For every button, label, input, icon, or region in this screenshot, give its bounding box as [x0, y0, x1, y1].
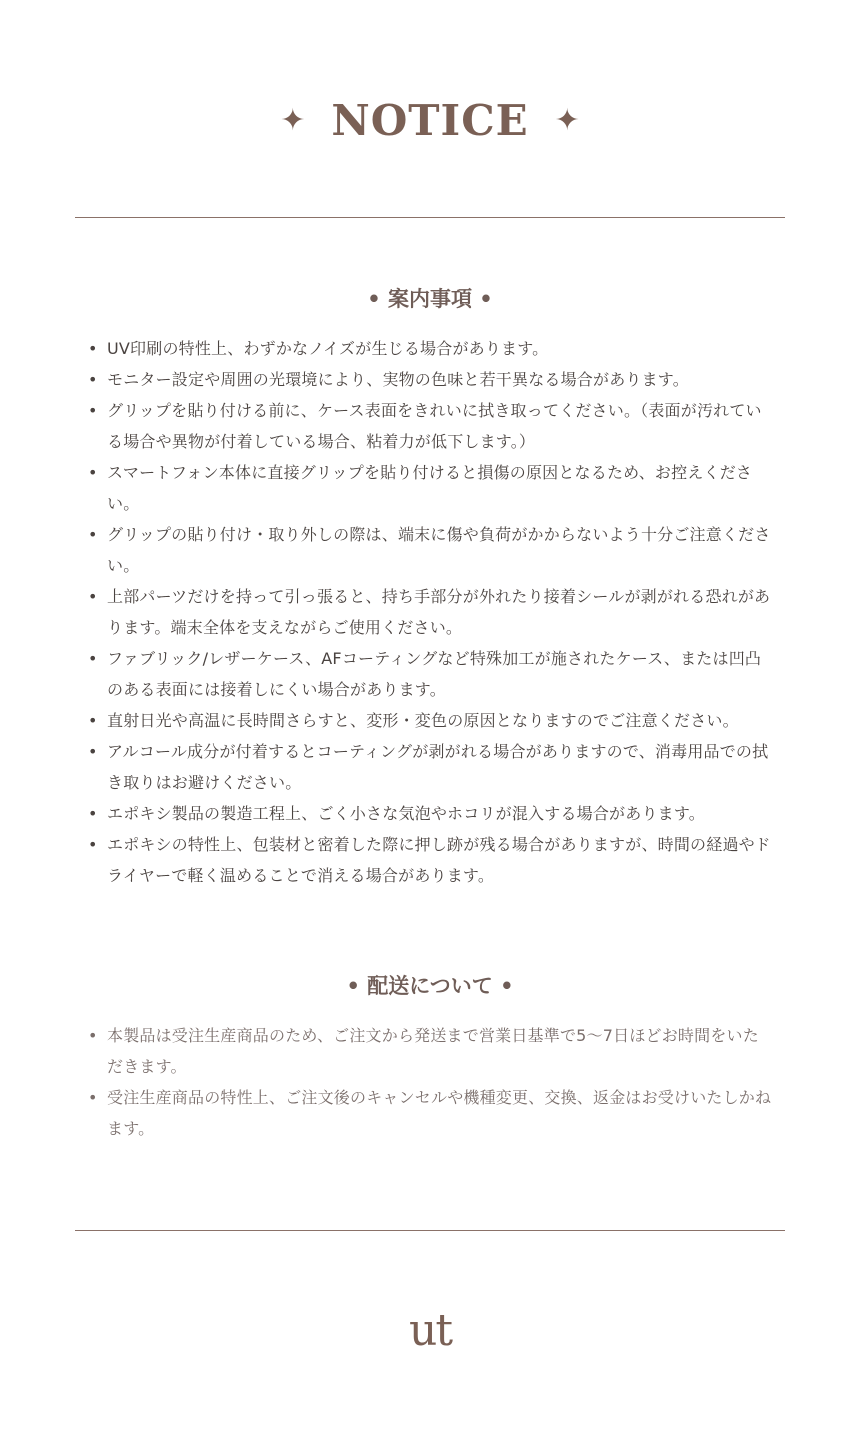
shipping-item: • 受注生産商品の特性上、ご注文後のキャンセルや機種変更、交換、返金はお受けいたしかねます。 — [85, 1082, 775, 1144]
notice-item: • エポキシ製品の製造工程上、ごく小さな気泡やホコリが混入する場合があります。 — [85, 798, 775, 829]
notice-section — [85, 283, 775, 891]
shipping-list — [85, 1020, 775, 1144]
top-divider — [75, 217, 785, 218]
notice-list — [85, 333, 775, 891]
notice-item: • 直射日光や高温に長時間さらすと、変形・変色の原因となりますのでご注意ください。 — [85, 705, 775, 736]
shipping-item: • 本製品は受注生産商品のため、ご注文から発送まで営業日基準で5〜7日ほどお時間をいただきます。 — [85, 1020, 775, 1082]
notice-item: • グリップの貼り付け・取り外しの際は、端末に傷や負荷がかからないよう十分ご注意ください。 — [85, 519, 775, 581]
shipping-section — [85, 970, 775, 1144]
notice-item: • スマートフォン本体に直接グリップを貼り付けると損傷の原因となるため、お控えください。 — [85, 457, 775, 519]
notice-item: • 上部パーツだけを持って引っ張ると、持ち手部分が外れたり接着シールが剥がれる恐れがあります。端末全体を支えながらご使用ください。 — [85, 581, 775, 643]
notice-item: • グリップを貼り付ける前に、ケース表面をきれいに拭き取ってください。（表面が汚れている場合や異物が付着している場合、粘着力が低下します。） — [85, 395, 775, 457]
page-title: NOTICE — [331, 96, 529, 145]
brand-logo: ut — [408, 1305, 452, 1356]
notice-header — [0, 96, 860, 145]
notice-item: • UV印刷の特性上、わずかなノイズが生じる場合があります。 — [85, 333, 775, 364]
notice-item: • アルコール成分が付着するとコーティングが剥がれる場合がありますので、消毒用品での拭き取りはお避けください。 — [85, 736, 775, 798]
left-sparkle-icon: ✦ — [280, 103, 306, 138]
notice-item: • モニター設定や周囲の光環境により、実物の色味と若干異なる場合があります。 — [85, 364, 775, 395]
notice-heading: • 案内事項 • — [367, 287, 493, 311]
shipping-heading: • 配送について • — [346, 974, 514, 998]
notice-item: • ファブリック/レザーケース、AFコーティングなど特殊加工が施されたケース、または凹凸のある表面には接着しにくい場合があります。 — [85, 643, 775, 705]
notice-item: • エポキシの特性上、包装材と密着した際に押し跡が残る場合がありますが、時間の経過やドライヤーで軽く温めることで消える場合があります。 — [85, 829, 775, 891]
right-sparkle-icon: ✦ — [554, 103, 580, 138]
bottom-divider — [75, 1230, 785, 1231]
